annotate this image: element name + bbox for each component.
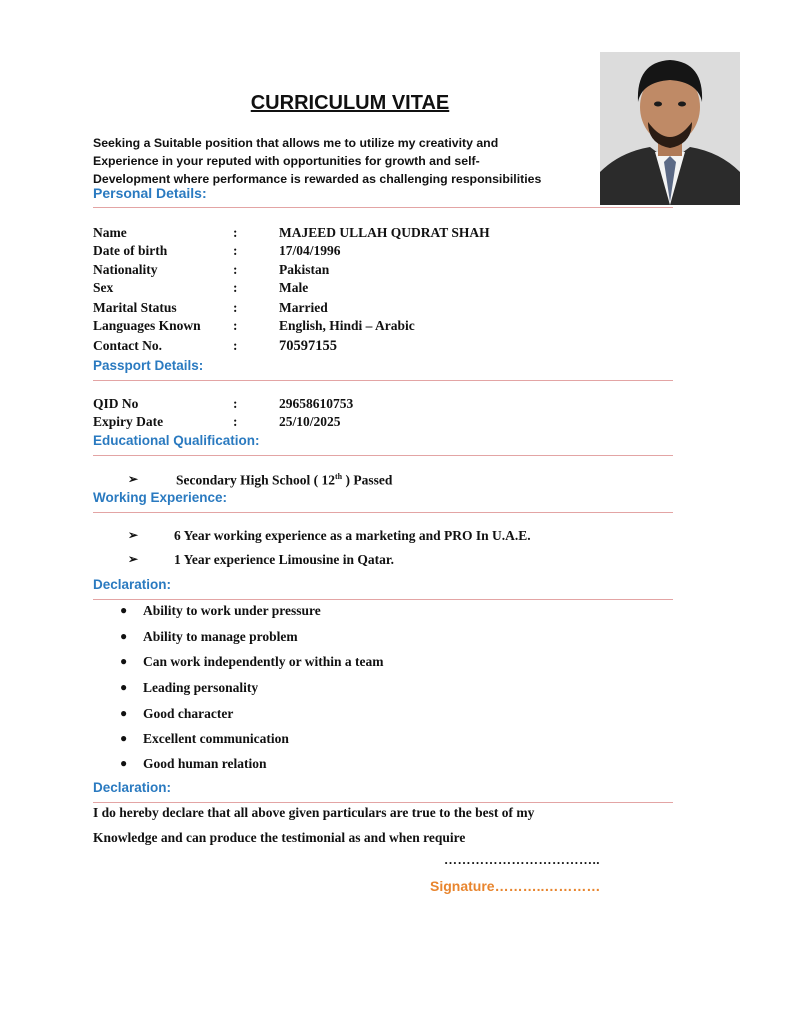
profile-photo bbox=[600, 52, 740, 205]
field-value: 17/04/1996 bbox=[279, 243, 341, 258]
field-colon: : bbox=[233, 300, 238, 315]
field-value: 29658610753 bbox=[279, 396, 354, 411]
quality-text: Excellent communication bbox=[143, 731, 289, 746]
round-bullet-icon: ● bbox=[120, 756, 128, 770]
work-text: 6 Year working experience as a marketing and PRO In U.A.E. bbox=[174, 528, 531, 543]
field-label: Sex bbox=[93, 280, 114, 295]
objective-line: Seeking a Suitable position that allows me to utilize my creativity and bbox=[93, 136, 499, 150]
field-colon: : bbox=[233, 318, 238, 333]
signature-line: …………………………….. bbox=[444, 852, 600, 867]
declaration-line: Knowledge and can produce the testimonial as and when require bbox=[93, 830, 466, 845]
section-divider bbox=[93, 380, 673, 381]
field-value: English, Hindi – Arabic bbox=[279, 318, 415, 333]
field-value: Pakistan bbox=[279, 262, 330, 277]
round-bullet-icon: ● bbox=[120, 629, 128, 643]
field-label: Name bbox=[93, 225, 127, 240]
section-divider bbox=[93, 455, 673, 456]
field-label: Expiry Date bbox=[93, 414, 164, 429]
field-label: Nationality bbox=[93, 262, 158, 277]
section-heading-declaration: Declaration: bbox=[93, 577, 172, 592]
portrait-image bbox=[600, 52, 740, 205]
field-colon: : bbox=[233, 280, 238, 295]
field-label: Marital Status bbox=[93, 300, 177, 315]
section-heading-declaration-statement: Declaration: bbox=[93, 780, 172, 795]
field-value: 70597155 bbox=[279, 338, 337, 354]
section-divider bbox=[93, 207, 673, 208]
arrow-bullet-icon: ➢ bbox=[128, 472, 139, 486]
field-colon: : bbox=[233, 225, 238, 240]
field-value: MAJEED ULLAH QUDRAT SHAH bbox=[279, 225, 490, 240]
field-colon: : bbox=[233, 396, 238, 411]
field-colon: : bbox=[233, 262, 238, 277]
section-heading-personal: Personal Details: bbox=[93, 185, 207, 201]
field-colon: : bbox=[233, 414, 238, 429]
quality-text: Good character bbox=[143, 706, 234, 721]
career-objective bbox=[93, 134, 573, 188]
round-bullet-icon: ● bbox=[120, 680, 128, 694]
objective-line: Experience in your reputed with opportunities for growth and self- bbox=[93, 154, 480, 168]
declaration-line: I do hereby declare that all above given particulars are true to the best of my bbox=[93, 805, 535, 820]
section-heading-work: Working Experience: bbox=[93, 490, 228, 505]
signature-label: Signature………..………… bbox=[430, 878, 601, 894]
section-divider bbox=[93, 512, 673, 513]
objective-line: Development where performance is rewarded as challenging responsibilities bbox=[93, 172, 542, 186]
section-divider bbox=[93, 599, 673, 600]
quality-text: Ability to manage problem bbox=[143, 629, 298, 644]
field-value: Married bbox=[279, 300, 328, 315]
round-bullet-icon: ● bbox=[120, 654, 128, 668]
quality-text: Good human relation bbox=[143, 756, 267, 771]
field-label: Contact No. bbox=[93, 338, 162, 353]
field-label: Languages Known bbox=[93, 318, 201, 333]
quality-text: Leading personality bbox=[143, 680, 259, 695]
field-value: 25/10/2025 bbox=[279, 414, 341, 429]
section-heading-education: Educational Qualification: bbox=[93, 433, 260, 448]
quality-text: Ability to work under pressure bbox=[143, 603, 321, 618]
field-label: Date of birth bbox=[93, 243, 168, 258]
document-title: CURRICULUM VITAE bbox=[250, 92, 450, 114]
section-divider bbox=[93, 802, 673, 803]
education-text: Secondary High School ( 12th ) Passed bbox=[176, 472, 393, 488]
quality-text: Can work independently or within a team bbox=[143, 654, 384, 669]
arrow-bullet-icon: ➢ bbox=[128, 528, 139, 542]
round-bullet-icon: ● bbox=[120, 706, 128, 720]
section-heading-passport: Passport Details: bbox=[93, 358, 204, 373]
field-colon: : bbox=[233, 338, 238, 353]
round-bullet-icon: ● bbox=[120, 603, 128, 617]
field-label: QID No bbox=[93, 396, 139, 411]
arrow-bullet-icon: ➢ bbox=[128, 552, 139, 566]
field-colon: : bbox=[233, 243, 238, 258]
round-bullet-icon: ● bbox=[120, 731, 128, 745]
field-value: Male bbox=[279, 280, 309, 295]
work-text: 1 Year experience Limousine in Qatar. bbox=[174, 552, 394, 567]
